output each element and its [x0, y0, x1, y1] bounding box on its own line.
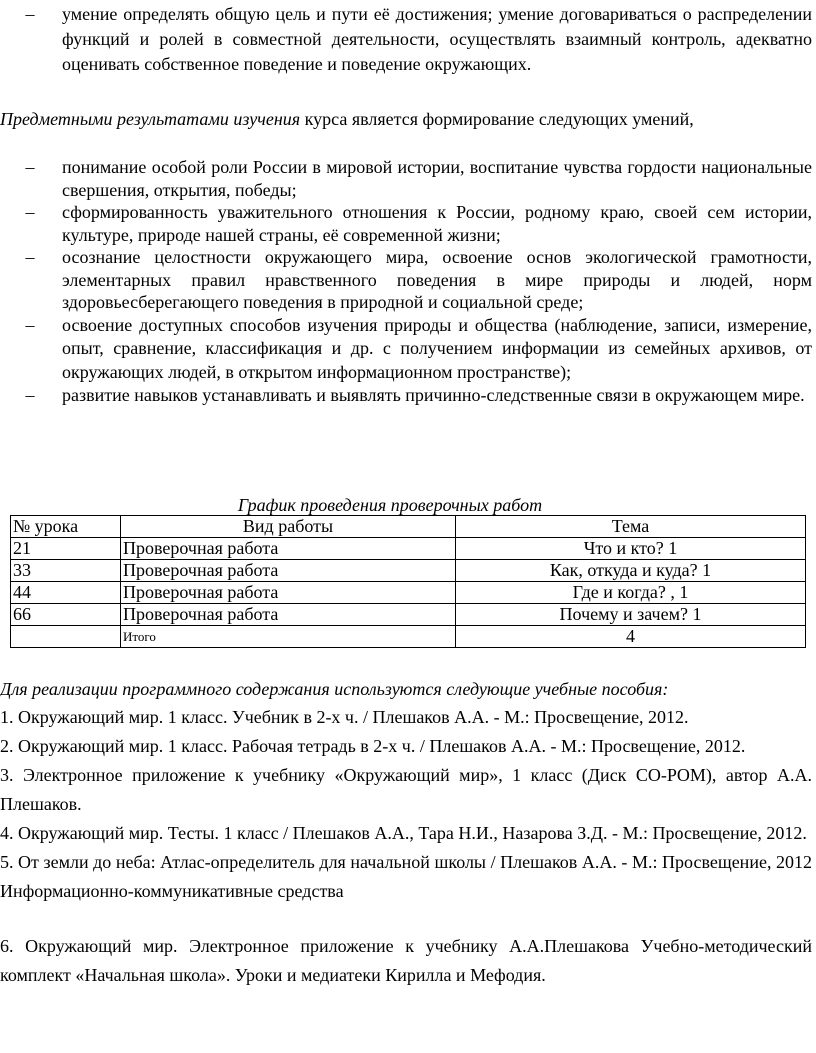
table-caption: График проведения проверочных работ	[237, 495, 543, 515]
bullet-item	[0, 2, 816, 77]
bullet-dash: –	[25, 157, 35, 177]
bullet-item	[0, 384, 816, 408]
topic-cell: Где и когда? , 1	[456, 582, 806, 604]
table-header-row	[11, 516, 806, 538]
total-label-cell: Итого	[121, 626, 456, 648]
work-type-cell: Проверочная работа	[121, 560, 456, 582]
table-row	[11, 582, 806, 604]
topic-cell: Что и кто? 1	[456, 538, 806, 560]
bullet-item	[0, 314, 816, 385]
subject-intro-italic: Предметными результатами изучения	[0, 109, 301, 129]
header-cell: Тема	[456, 516, 806, 538]
total-value-cell: 4	[456, 626, 806, 648]
bullet-dash: –	[25, 202, 35, 222]
table-row	[11, 604, 806, 626]
table-total-row	[11, 626, 806, 648]
manual-item: 6. Окружающий мир. Электронное приложение к учебнику А.А.Плешакова Учебно-методический комплект «Начальная школа». Уроки и медиатеки Кирилла и Мефодия.	[0, 936, 812, 985]
bullet-text: понимание особой роли России в мировой истории, воспитание чувства гордости национальные свершения, открытия, победы;	[62, 157, 812, 200]
work-type-cell: Проверочная работа	[121, 604, 456, 626]
bullet-dash: –	[25, 4, 35, 24]
bullet-text: освоение доступных способов изучения природы и общества (наблюдение, записи, измерение, опыт, сравнение, классификация и др. с получением информации из семейных архивов, от окружающих людей, в открытом информационном пространстве);	[62, 314, 812, 382]
manual-item: 4. Окружающий мир. Тесты. 1 класс / Плешаков А.А., Тара Н.И., Назарова З.Д. - М.: Просвещение, 2012.	[0, 823, 807, 843]
bullet-item	[0, 156, 816, 201]
manuals-intro: Для реализации программного содержания используются следующие учебные пособия:	[0, 679, 669, 699]
manual-item: 2. Окружающий мир. 1 класс. Рабочая тетрадь в 2-х ч. / Плешаков А.А. - М.: Просвещение, 2012.	[0, 736, 746, 756]
manual-item: 1. Окружающий мир. 1 класс. Учебник в 2-х ч. / Плешаков А.А. - М.: Просвещение, 2012.	[0, 707, 689, 727]
manual-item: 5. От земли до неба: Атлас-определитель для начальной школы / Плешаков А.А. - М.: Просвещение, 2012 Информационно-коммуникативные средства	[0, 852, 812, 901]
header-cell: № урока	[11, 516, 121, 538]
bullet-item	[0, 201, 816, 246]
lesson-number-cell: 44	[11, 582, 121, 604]
manual-item: 3. Электронное приложение к учебнику «Окружающий мир», 1 класс (Диск CO-POM), автор А.А. Плешаков.	[0, 765, 812, 814]
table-row	[11, 538, 806, 560]
topic-cell: Как, откуда и куда? 1	[456, 560, 806, 582]
subject-intro-rest: курса является формирование следующих умений,	[300, 109, 694, 129]
table-row	[11, 560, 806, 582]
top-bullet-list	[0, 2, 816, 77]
subject-bullet-list	[0, 156, 816, 408]
topic-cell: Почему и зачем? 1	[456, 604, 806, 626]
bullet-dash: –	[25, 314, 35, 335]
manuals-list	[0, 703, 812, 990]
empty-cell	[11, 626, 121, 648]
bullet-dash: –	[25, 247, 35, 267]
bullet-item	[0, 246, 816, 314]
bullet-dash: –	[25, 385, 35, 405]
work-type-cell: Проверочная работа	[121, 582, 456, 604]
work-type-cell: Проверочная работа	[121, 538, 456, 560]
bullet-text: развитие навыков устанавливать и выявлять причинно-следственные связи в окружающем мире.	[62, 385, 805, 405]
subject-intro	[0, 108, 812, 130]
bullet-text: осознание целостности окружающего мира, освоение основ экологической грамотности, элементарных правил нравственного поведения в мире природы и людей, норм здоровьесберегающего поведения в природной и социальной среде;	[62, 247, 812, 312]
lesson-number-cell: 21	[11, 538, 121, 560]
lesson-number-cell: 66	[11, 604, 121, 626]
tests-schedule-table	[10, 515, 806, 648]
header-cell: Вид работы	[121, 516, 456, 538]
lesson-number-cell: 33	[11, 560, 121, 582]
bullet-text: сформированность уважительного отношения к России, родному краю, своей сем истории, культуре, природе нашей страны, её современной жизни;	[62, 202, 812, 245]
bullet-text: умение определять общую цель и пути её достижения; умение договариваться о распределении функций и ролей в совместной деятельности, осуществлять взаимный контроль, адекватно оценивать собственное поведение и поведение окружающих.	[62, 4, 812, 74]
